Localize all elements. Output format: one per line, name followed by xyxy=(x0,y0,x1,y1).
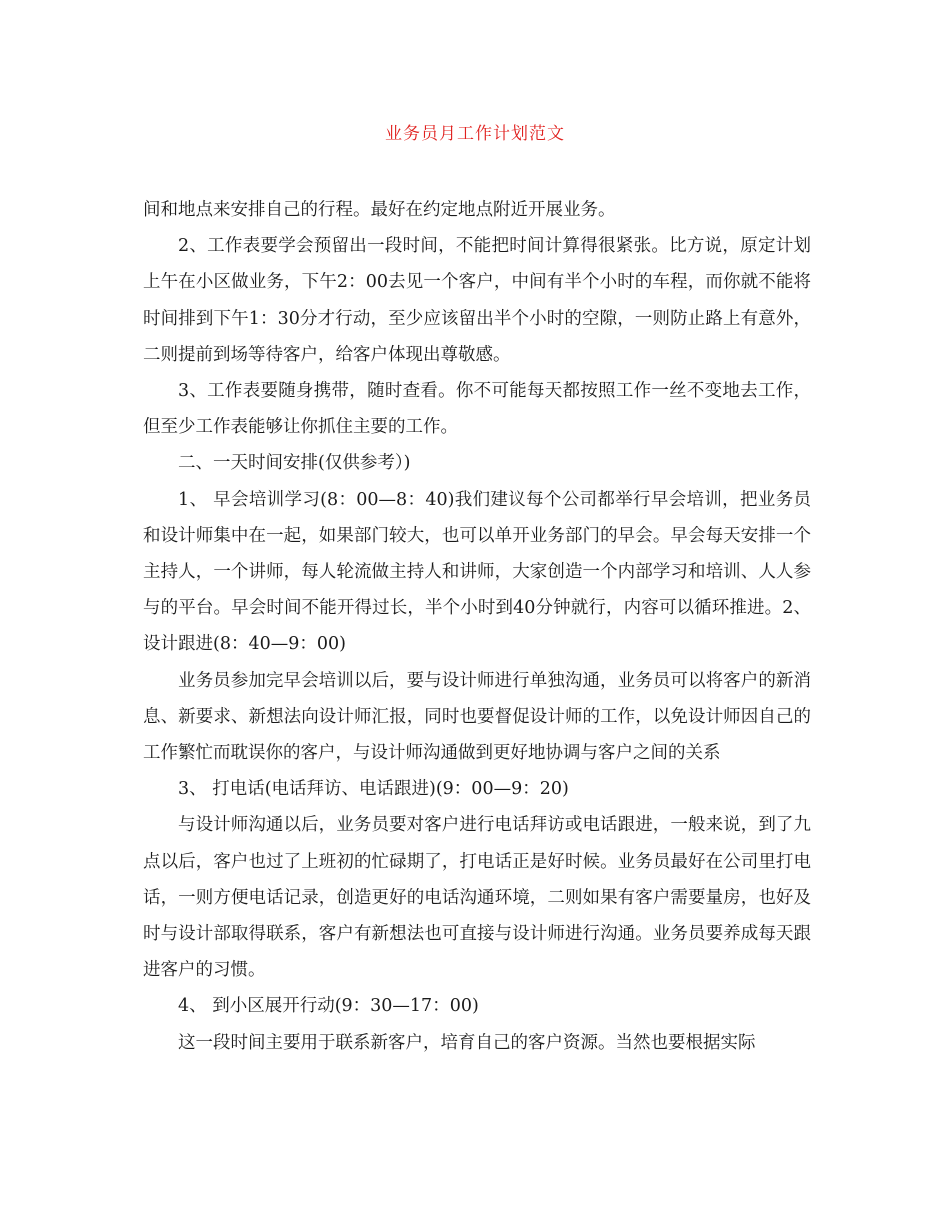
paragraph: 2、工作表要学会预留出一段时间，不能把时间计算得很紧张。比方说，原定计划上午在小区做业务，下午2：00去见一个客户，中间有半个小时的车程，而你就不能将时间排到下午1：30分才行动，至少应该留出半个小时的空隙，一则防止路上有意外，二则提前到场等待客户，给客户体现出尊敬感。 xyxy=(143,236,811,365)
document-title: 业务员月工作计划范文 xyxy=(385,124,565,144)
item-heading: 4、 到小区展开行动(9：30—17：00) xyxy=(178,996,479,1017)
paragraph: 间和地点来安排自己的行程。最好在约定地点附近开展业务。 xyxy=(143,200,616,220)
paragraph: 业务员参加完早会培训以后，要与设计师进行单独沟通，业务员可以将客户的新消息、新要求、新想法向设计师汇报，同时也要督促设计师的工作，以免设计师因自己的工作繁忙而耽误你的客户，与设计师沟通做到更好地协调与客户之间的关系 xyxy=(143,670,811,764)
section-heading: 二、一天时间安排(仅供参考）) xyxy=(178,453,411,474)
paragraph: 与设计师沟通以后，业务员要对客户进行电话拜访或电话跟进，一般来说，到了九点以后，客户也过了上班初的忙碌期了，打电话正是好时候。业务员最好在公司里打电话，一则方便电话记录，创造更好的电话沟通环境，二则如果有客户需要量房，也好及时与设计部取得联系，客户有新想法也可直接与设计师进行沟通。业务员要养成每天跟进客户的习惯。 xyxy=(143,815,811,981)
item-heading: 3、 打电话(电话拜访、电话跟进)(9：00—9：20) xyxy=(178,779,569,800)
paragraph: 1、 早会培训学习(8：00—8：40)我们建议每个公司都举行早会培训，把业务员和设计师集中在一起，如果部门较大，也可以单开业务部门的早会。早会每天安排一个主持人，一个讲师，每人轮流做主持人和讲师，大家创造一个内部学习和培训、人人参与的平台。早会时间不能开得过长，半个小时到40分钟就行，内容可以循环推进。2、 设计跟进(8：40—9：00) xyxy=(143,489,811,655)
paragraph: 3、工作表要随身携带，随时查看。你不可能每天都按照工作一丝不变地去工作，但至少工作表能够让你抓住主要的工作。 xyxy=(143,381,811,438)
paragraph: 这一段时间主要用于联系新客户，培育自己的客户资源。当然也要根据实际 xyxy=(178,1032,756,1053)
document-body xyxy=(143,192,811,1061)
